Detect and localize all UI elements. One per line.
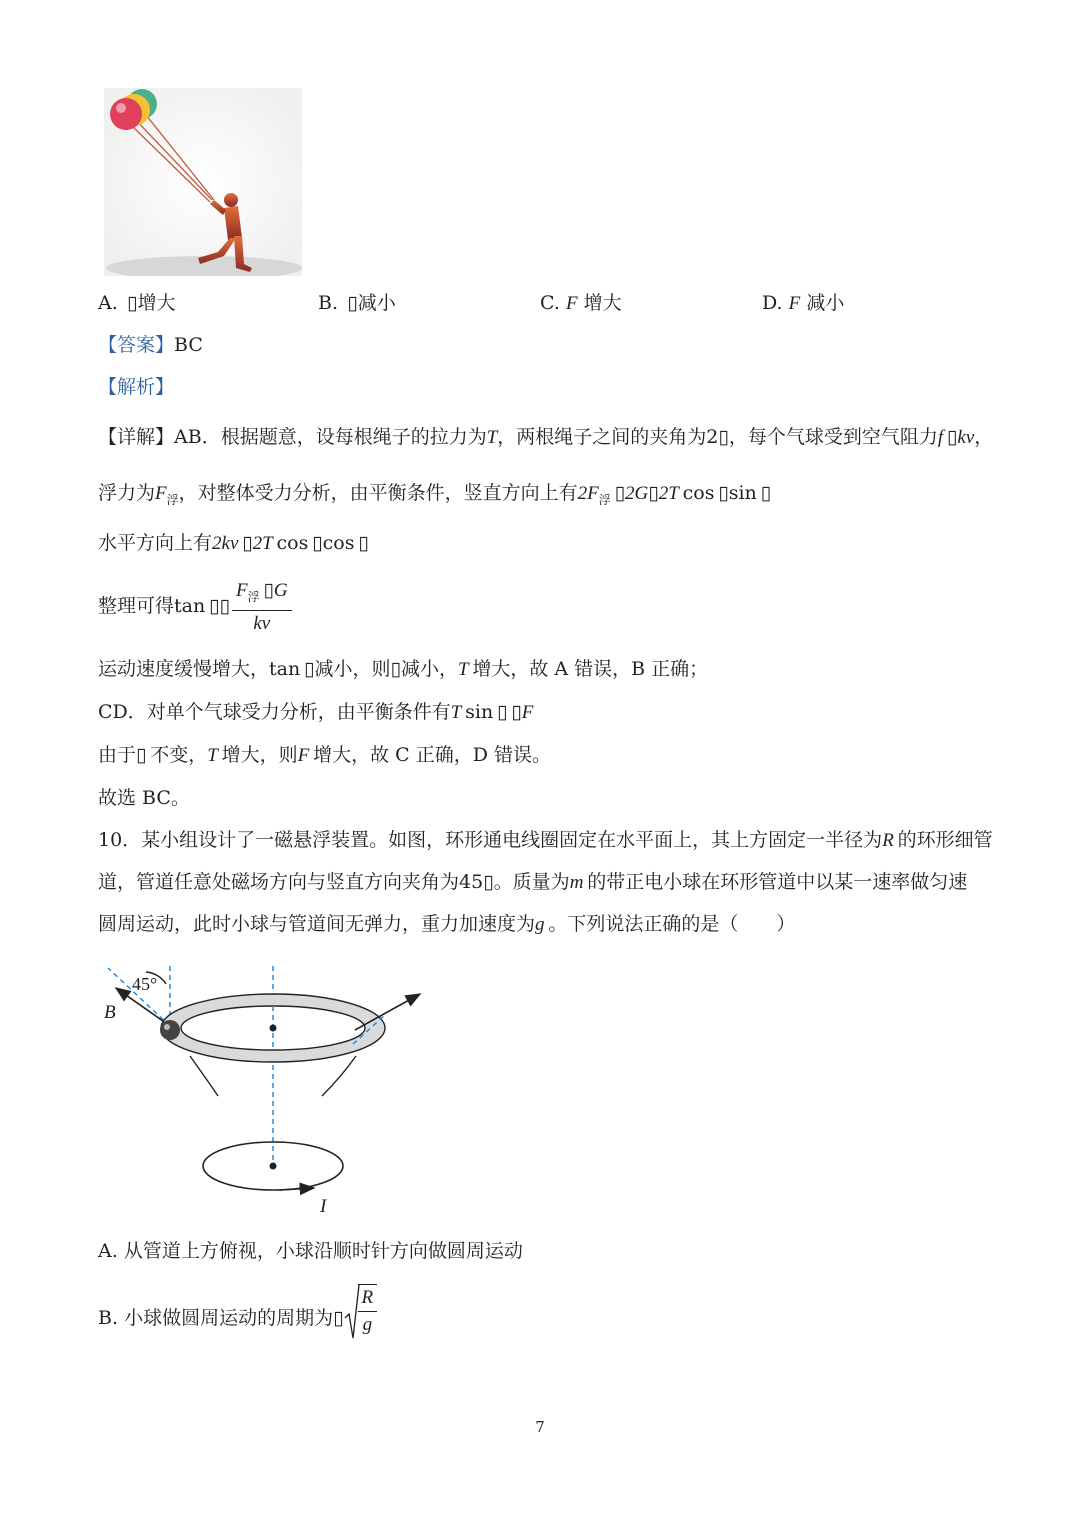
theta-symbol: ▯ bbox=[126, 293, 138, 314]
maglev-figure bbox=[100, 960, 440, 1220]
theta-symbol: ▯ bbox=[347, 293, 358, 314]
text: 故选 BC。 bbox=[98, 787, 190, 809]
sqrt-numerator: R bbox=[358, 1285, 378, 1312]
symbol-m: m bbox=[569, 872, 584, 893]
text: 运动速度缓慢增大， bbox=[98, 658, 270, 680]
text: 增大，故 A 错误，B 正确； bbox=[472, 658, 709, 680]
detail-line-4: 整理可得tan ▯▯ $\frac{F_浮 ▯G}{kv}$ bbox=[98, 576, 292, 637]
text: 增大，则 bbox=[221, 744, 298, 766]
detail-line-1: 【详解】AB．根据题意，设每根绳子的拉力为T，两根绳子之间的夹角为2▯，每个气球受到空气阻力f ▯kv， bbox=[98, 426, 994, 448]
answer-line bbox=[98, 332, 203, 358]
symbol-F: F bbox=[155, 483, 167, 504]
sqrt-denominator: g bbox=[362, 1314, 373, 1335]
symbol-g: g bbox=[535, 914, 545, 935]
subscript: 浮 bbox=[247, 590, 260, 604]
symbol-T: T bbox=[207, 745, 218, 766]
text: 不变， bbox=[150, 744, 208, 766]
symbol-T: T bbox=[486, 427, 498, 448]
eq: G bbox=[273, 580, 288, 601]
text: ，每个气球受到空气阻力 bbox=[728, 426, 938, 448]
eq: 2T bbox=[252, 533, 273, 554]
q10-line-2: 道，管道任意处磁场方向与竖直方向夹角为45▯。质量为m 的带正电小球在环形管道中以某一速率做匀速 bbox=[98, 871, 968, 893]
q9-option-b[interactable] bbox=[318, 290, 396, 317]
symbol-f: f bbox=[937, 427, 944, 448]
fraction: $\frac{F_浮 ▯G}{kv}$ bbox=[232, 577, 292, 637]
force-symbol: F bbox=[565, 293, 578, 314]
option-text: 从管道上方俯视，小球沿顺时针方向做圆周运动 bbox=[123, 1240, 523, 1262]
eq: sin bbox=[465, 701, 494, 723]
current-label: I bbox=[320, 1196, 327, 1217]
balloon-runner-figure bbox=[104, 88, 302, 276]
eq: 2T bbox=[658, 483, 679, 504]
option-label: C. bbox=[540, 292, 560, 314]
option-label: A. bbox=[98, 1240, 118, 1262]
eq: F bbox=[235, 580, 248, 601]
detail-line-7: 由于▯ 不变，T 增大，则F 增大，故 C 正确，D 错误。 bbox=[98, 744, 551, 766]
eq: 2 bbox=[577, 483, 588, 504]
symbol-T: T bbox=[457, 659, 469, 680]
option-label: A. bbox=[98, 292, 118, 314]
text: 圆周运动，此时小球与管道间无弹力，重力加速度为 bbox=[98, 913, 536, 935]
eq: tan bbox=[174, 595, 206, 617]
page-number: 7 bbox=[535, 1418, 545, 1436]
text: 减小，则 bbox=[314, 658, 391, 680]
option-text: 减小 bbox=[357, 292, 396, 314]
angle-label: 45° bbox=[132, 974, 158, 994]
detail-line-5: 运动速度缓慢增大，tan ▯减小，则▯减小，T 增大，故 A 错误，B 正确； bbox=[98, 658, 709, 680]
q10-line-1 bbox=[98, 827, 993, 854]
text: ，两根绳子之间的夹角为2 bbox=[497, 426, 719, 448]
detail-line-2: 浮力为$F_浮$，对整体受力分析，由平衡条件，竖直方向上有$2F_浮$ ▯2G▯2T cos ▯sin ▯ bbox=[98, 482, 772, 507]
option-text: 增大 bbox=[137, 292, 176, 314]
text: ， bbox=[974, 426, 994, 448]
answer-tag: 【答案】 bbox=[98, 334, 175, 356]
q10-option-a[interactable] bbox=[98, 1238, 523, 1264]
option-label: B. bbox=[318, 292, 339, 314]
text: 减小， bbox=[400, 658, 458, 680]
detail-line-3: 水平方向上有2kv ▯2T cos ▯cos ▯ bbox=[98, 532, 369, 554]
text: CD．对单个气球受力分析，由平衡条件有 bbox=[98, 701, 451, 723]
detail-line-6: CD．对单个气球受力分析，由平衡条件有T sin ▯ ▯F bbox=[98, 701, 534, 723]
eq: tan bbox=[269, 658, 301, 680]
text: 的环形细管 bbox=[897, 829, 993, 851]
text: 浮力为 bbox=[98, 482, 156, 504]
q10-option-b[interactable]: B. 小球做圆周运动的周期为▯ $\frac{R}{g}$ bbox=[98, 1284, 377, 1354]
eq: cos bbox=[276, 532, 309, 554]
text: 由于 bbox=[98, 744, 137, 766]
b-field-label: B bbox=[104, 1002, 116, 1023]
eq: cos bbox=[682, 482, 715, 504]
option-text: 增大 bbox=[583, 292, 622, 314]
symbol-kv: kv bbox=[957, 427, 975, 448]
subscript: 浮 bbox=[598, 493, 611, 507]
subscript: 浮 bbox=[166, 493, 179, 507]
q9-option-c[interactable] bbox=[540, 290, 622, 317]
option-text: 减小 bbox=[806, 292, 845, 314]
q9-option-a[interactable] bbox=[98, 290, 175, 317]
option-text: 小球做圆周运动的周期为 bbox=[124, 1307, 334, 1329]
analysis-tag: 【解析】 bbox=[98, 376, 175, 398]
eq: kv bbox=[253, 613, 271, 634]
eq: 2kv bbox=[212, 533, 239, 554]
text: 道，管道任意处磁场方向与竖直方向夹角为 bbox=[98, 871, 460, 893]
eq: sin bbox=[728, 482, 757, 504]
text: ，对整体受力分析，由平衡条件，竖直方向上有 bbox=[178, 482, 578, 504]
answer-value: BC bbox=[174, 334, 203, 356]
text: 10．某小组设计了一磁悬浮装置。如图，环形通电线圈固定在水平面上，其上方固定一半径为 bbox=[98, 829, 883, 851]
text: 。质量为 bbox=[493, 871, 570, 893]
symbol-F: F bbox=[521, 702, 534, 723]
q9-option-d[interactable] bbox=[762, 290, 844, 317]
eq: cos bbox=[322, 532, 355, 554]
text: 。下列说法正确的是（ ） bbox=[548, 913, 796, 935]
text: AB．根据题意，设每根绳子的拉力为 bbox=[174, 426, 487, 448]
detail-tag: 【详解】 bbox=[98, 426, 175, 448]
option-label: B. bbox=[98, 1307, 119, 1329]
text: 增大，故 C 正确，D 错误。 bbox=[313, 744, 551, 766]
symbol-F: F bbox=[297, 745, 310, 766]
analysis-line bbox=[98, 374, 174, 400]
eq: 45 bbox=[459, 871, 484, 893]
eq: 2G bbox=[625, 483, 649, 504]
detail-line-8 bbox=[98, 785, 190, 811]
text: 整理可得 bbox=[98, 595, 175, 617]
q10-line-3 bbox=[98, 911, 795, 938]
option-label: D. bbox=[762, 292, 783, 314]
force-symbol: F bbox=[788, 293, 801, 314]
symbol-T: T bbox=[450, 702, 462, 723]
text: 的带正电小球在环形管道中以某一速率做匀速 bbox=[587, 871, 968, 893]
sqrt-expression bbox=[344, 1284, 378, 1354]
symbol-R: R bbox=[882, 830, 894, 851]
theta-symbol: ▯ bbox=[718, 427, 729, 448]
text: 水平方向上有 bbox=[98, 532, 213, 554]
